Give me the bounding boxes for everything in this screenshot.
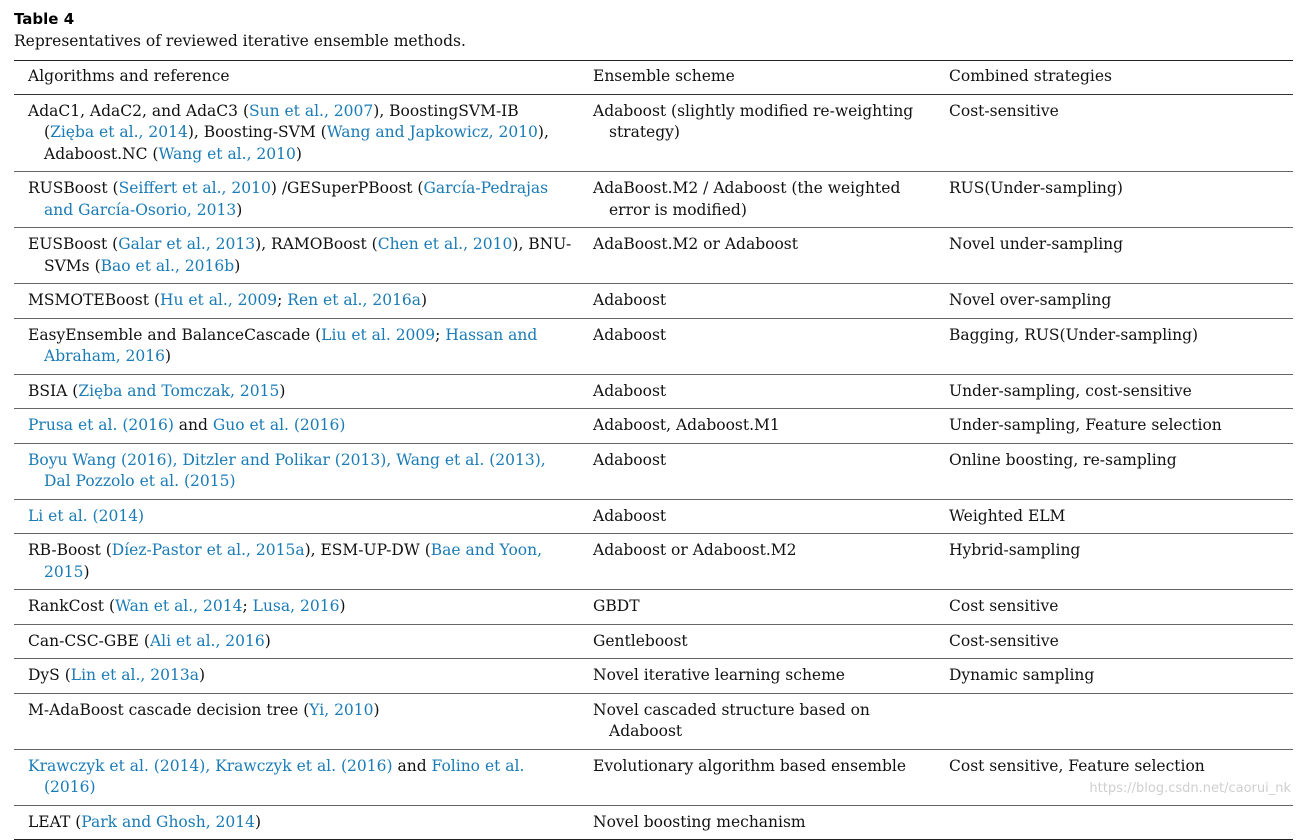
- algorithm-text-segment: ), Adaboost.NC (: [44, 123, 549, 163]
- algorithm-text-segment: Can-CSC-GBE (: [28, 631, 150, 650]
- reference-link[interactable]: Chen et al., 2010: [377, 235, 513, 253]
- combined-strategy-cell: [935, 284, 1293, 319]
- ensemble-scheme-text: Adaboost or Adaboost.M2: [593, 541, 797, 559]
- algorithm-text-segment: ): [165, 347, 172, 365]
- ensemble-scheme-cell: [579, 443, 935, 499]
- ensemble-scheme-text: Adaboost: [593, 325, 667, 344]
- algorithm-text-segment: DyS (: [28, 666, 71, 684]
- algorithm-text-segment: ), BNU-SVMs (: [44, 235, 572, 275]
- ensemble-scheme-text: Adaboost: [593, 506, 667, 525]
- reference-link[interactable]: Sun et al., 2007: [249, 101, 374, 120]
- combined-strategy-cell: [935, 534, 1293, 590]
- algorithm-cell: [14, 659, 579, 694]
- algorithm-text-segment: ): [373, 700, 380, 719]
- algorithm-text-segment: and: [392, 756, 432, 775]
- table-title: Table 4: [14, 10, 75, 28]
- algorithm-cell: [14, 749, 579, 805]
- combined-strategy-text: Online boosting, re-sampling: [949, 450, 1177, 469]
- algorithm-cell: [14, 409, 579, 444]
- algorithm-text: [28, 700, 573, 722]
- combined-strategy-text: Weighted ELM: [949, 506, 1066, 525]
- algorithm-text: [28, 325, 573, 368]
- ensemble-scheme-text: Gentleboost: [593, 631, 688, 650]
- reference-link[interactable]: Zięba and Tomczak, 2015: [78, 381, 280, 400]
- algorithm-text-segment: ): [236, 200, 243, 219]
- algorithm-text-segment: EUSBoost (: [28, 235, 119, 253]
- reference-link[interactable]: Hassan and Abraham, 2016: [44, 325, 538, 365]
- algorithm-text-segment: ), BoostingSVM-IB (: [44, 101, 519, 141]
- algorithm-text-segment: ;: [277, 291, 288, 309]
- combined-strategy-text: Novel under-sampling: [949, 235, 1124, 253]
- algorithm-cell: [14, 172, 579, 228]
- reference-link[interactable]: Yi, 2010: [309, 700, 374, 719]
- ensemble-scheme-text: AdaBoost.M2 / Adaboost (the weighted error is modified): [593, 179, 901, 219]
- reference-link[interactable]: Folino et al. (2016): [44, 756, 525, 796]
- combined-strategy-text: Cost-sensitive: [949, 101, 1059, 120]
- ensemble-scheme-cell: [579, 749, 935, 805]
- ensemble-scheme-cell: [579, 499, 935, 534]
- algorithm-text-segment: ): [264, 631, 271, 650]
- algorithm-text-segment: ) /GESuperPBoost (: [270, 179, 424, 197]
- reference-link[interactable]: Liu et al. 2009: [321, 325, 436, 344]
- reference-link[interactable]: Wang and Japkowicz, 2010: [326, 123, 538, 141]
- table-row: [14, 749, 1293, 805]
- combined-strategy-text: Dynamic sampling: [949, 666, 1095, 684]
- reference-link[interactable]: Bae and Yoon, 2015: [44, 541, 543, 581]
- ensemble-scheme-text: Adaboost: [593, 450, 667, 469]
- reference-link[interactable]: Ali et al., 2016: [149, 631, 265, 650]
- algorithm-text: [28, 506, 573, 528]
- table-row: [14, 409, 1293, 444]
- combined-strategy-cell: [935, 172, 1293, 228]
- ensemble-scheme-cell: [579, 534, 935, 590]
- methods-table: [14, 60, 1293, 840]
- ensemble-scheme-text: Novel iterative learning scheme: [593, 666, 845, 684]
- algorithm-text-segment: ): [83, 562, 90, 581]
- reference-link[interactable]: Li et al. (2014): [28, 506, 145, 525]
- reference-link[interactable]: Lin et al., 2013a: [70, 666, 199, 684]
- ensemble-scheme-cell: [579, 409, 935, 444]
- table-row: [14, 228, 1293, 284]
- algorithm-text: [28, 631, 573, 653]
- table-row: [14, 693, 1293, 749]
- table-row: [14, 172, 1293, 228]
- reference-link[interactable]: Díez-Pastor et al., 2015a: [111, 541, 305, 559]
- reference-link[interactable]: Wang et al., 2010: [158, 144, 296, 163]
- reference-link[interactable]: Prusa et al. (2016): [28, 416, 174, 434]
- ensemble-scheme-text: Adaboost (slightly modified re-weighting strategy): [593, 101, 914, 141]
- combined-strategy-cell: [935, 659, 1293, 694]
- algorithm-text-segment: ), RAMOBoost (: [255, 235, 378, 253]
- algorithm-text: [28, 101, 573, 166]
- combined-strategy-text: Cost-sensitive: [949, 631, 1059, 650]
- ensemble-scheme-cell: [579, 172, 935, 228]
- ensemble-scheme-text: GBDT: [593, 597, 640, 615]
- algorithm-text-segment: ), Boosting-SVM (: [187, 123, 327, 141]
- ensemble-scheme-cell: [579, 659, 935, 694]
- algorithm-cell: [14, 318, 579, 374]
- table-row: [14, 805, 1293, 840]
- ensemble-scheme-text: Novel cascaded structure based on Adaboost: [593, 700, 870, 740]
- header-combined-strategies: Combined strategies: [949, 67, 1113, 85]
- algorithm-cell: [14, 284, 579, 319]
- combined-strategy-cell: [935, 805, 1293, 840]
- algorithm-text-segment: RUSBoost (: [28, 179, 119, 197]
- combined-strategy-text: Under-sampling, Feature selection: [949, 416, 1222, 434]
- algorithm-text: [28, 756, 573, 799]
- combined-strategy-cell: [935, 94, 1293, 172]
- reference-link[interactable]: Bao et al., 2016b: [100, 256, 235, 275]
- algorithm-text-segment: ;: [435, 325, 446, 344]
- reference-link[interactable]: Galar et al., 2013: [118, 235, 256, 253]
- ensemble-scheme-cell: [579, 805, 935, 840]
- algorithm-text-segment: ): [198, 666, 205, 684]
- combined-strategy-cell: [935, 374, 1293, 409]
- reference-link[interactable]: Boyu Wang (2016), Ditzler and Polikar (2013), Wang et al. (2013), Dal Pozzolo et al. (2015): [28, 450, 546, 490]
- table-row: [14, 659, 1293, 694]
- algorithm-text: [28, 290, 573, 312]
- table-header-row: [14, 61, 1293, 95]
- combined-strategy-cell: [935, 228, 1293, 284]
- ensemble-scheme-cell: [579, 624, 935, 659]
- reference-link[interactable]: Krawczyk et al. (2014), Krawczyk et al. (2016): [28, 756, 393, 775]
- ensemble-scheme-cell: [579, 318, 935, 374]
- algorithm-text: [28, 596, 573, 618]
- combined-strategy-cell: [935, 693, 1293, 749]
- algorithm-text-segment: M-AdaBoost cascade decision tree (: [28, 700, 310, 719]
- combined-strategy-text: Cost sensitive, Feature selection: [949, 756, 1205, 775]
- combined-strategy-text: Hybrid-sampling: [949, 541, 1081, 559]
- table-row: [14, 374, 1293, 409]
- reference-link[interactable]: Seiffert et al., 2010: [118, 179, 271, 197]
- ensemble-scheme-cell: [579, 228, 935, 284]
- table-row: [14, 499, 1293, 534]
- algorithm-cell: [14, 624, 579, 659]
- combined-strategy-cell: [935, 409, 1293, 444]
- ensemble-scheme-text: AdaBoost.M2 or Adaboost: [593, 235, 798, 253]
- algorithm-cell: [14, 590, 579, 625]
- table-caption: Representatives of reviewed iterative ensemble methods.: [14, 32, 466, 50]
- combined-strategy-cell: [935, 590, 1293, 625]
- ensemble-scheme-cell: [579, 590, 935, 625]
- algorithm-text: [28, 415, 573, 437]
- combined-strategy-text: Cost sensitive: [949, 597, 1059, 615]
- combined-strategy-cell: [935, 443, 1293, 499]
- algorithm-text: [28, 178, 573, 221]
- table-body: [14, 94, 1293, 840]
- combined-strategy-cell: [935, 499, 1293, 534]
- table-row: [14, 94, 1293, 172]
- algorithm-cell: [14, 374, 579, 409]
- algorithm-cell: [14, 534, 579, 590]
- combined-strategy-text: Bagging, RUS(Under-sampling): [949, 325, 1199, 344]
- ensemble-scheme-cell: [579, 284, 935, 319]
- ensemble-scheme-text: Evolutionary algorithm based ensemble: [593, 756, 907, 775]
- algorithm-text-segment: and: [173, 416, 213, 434]
- algorithm-text: [28, 540, 573, 583]
- algorithm-text-segment: EasyEnsemble and BalanceCascade (: [28, 325, 322, 344]
- ensemble-scheme-text: Novel boosting mechanism: [593, 812, 806, 831]
- table-row: [14, 590, 1293, 625]
- algorithm-text-segment: ): [255, 812, 262, 831]
- ensemble-scheme-text: Adaboost: [593, 291, 667, 309]
- algorithm-text-segment: BSIA (: [28, 381, 79, 400]
- algorithm-text: [28, 450, 573, 493]
- algorithm-text: [28, 812, 573, 834]
- algorithm-text-segment: MSMOTEBoost (: [28, 291, 160, 309]
- combined-strategy-text: RUS(Under-sampling): [949, 179, 1123, 197]
- reference-link[interactable]: Wan et al., 2014: [115, 597, 243, 615]
- algorithm-cell: [14, 94, 579, 172]
- algorithm-cell: [14, 805, 579, 840]
- reference-link[interactable]: Lusa, 2016: [252, 597, 340, 615]
- header-algorithms: Algorithms and reference: [28, 67, 230, 85]
- table-row: [14, 534, 1293, 590]
- algorithm-text-segment: ): [295, 144, 302, 163]
- header-ensemble-scheme: Ensemble scheme: [593, 67, 735, 85]
- algorithm-text-segment: AdaC1, AdaC2, and AdaC3 (: [28, 101, 249, 120]
- algorithm-cell: [14, 228, 579, 284]
- reference-link[interactable]: Guo et al. (2016): [212, 416, 346, 434]
- algorithm-text: [28, 381, 573, 403]
- table-row: [14, 624, 1293, 659]
- algorithm-text-segment: RB-Boost (: [28, 541, 112, 559]
- algorithm-text-segment: ): [279, 381, 286, 400]
- algorithm-text: [28, 234, 573, 277]
- combined-strategy-cell: [935, 749, 1293, 805]
- combined-strategy-cell: [935, 318, 1293, 374]
- ensemble-scheme-text: Adaboost, Adaboost.M1: [593, 416, 780, 434]
- combined-strategy-text: Novel over-sampling: [949, 291, 1112, 309]
- algorithm-text-segment: ), ESM-UP-DW (: [304, 541, 431, 559]
- watermark: https://blog.csdn.net/caorui_nk: [1089, 781, 1291, 796]
- reference-link[interactable]: Park and Ghosh, 2014: [81, 812, 255, 831]
- ensemble-scheme-cell: [579, 94, 935, 172]
- algorithm-text-segment: RankCost (: [28, 597, 115, 615]
- algorithm-text-segment: LEAT (: [28, 812, 82, 831]
- algorithm-text-segment: ): [339, 597, 346, 615]
- algorithm-cell: [14, 499, 579, 534]
- algorithm-text-segment: ;: [242, 597, 253, 615]
- ensemble-scheme-text: Adaboost: [593, 381, 667, 400]
- ensemble-scheme-cell: [579, 374, 935, 409]
- reference-link[interactable]: Hu et al., 2009: [159, 291, 278, 309]
- table-row: [14, 284, 1293, 319]
- algorithm-text-segment: ): [421, 291, 428, 309]
- algorithm-text-segment: ): [234, 256, 241, 275]
- ensemble-scheme-cell: [579, 693, 935, 749]
- table-row: [14, 443, 1293, 499]
- reference-link[interactable]: Ren et al., 2016a: [287, 291, 422, 309]
- combined-strategy-text: Under-sampling, cost-sensitive: [949, 381, 1192, 400]
- algorithm-cell: [14, 693, 579, 749]
- reference-link[interactable]: García-Pedrajas and García-Osorio, 2013: [44, 179, 549, 219]
- reference-link[interactable]: Zięba et al., 2014: [50, 123, 188, 141]
- algorithm-cell: [14, 443, 579, 499]
- algorithm-text: [28, 665, 573, 687]
- table-row: [14, 318, 1293, 374]
- combined-strategy-cell: [935, 624, 1293, 659]
